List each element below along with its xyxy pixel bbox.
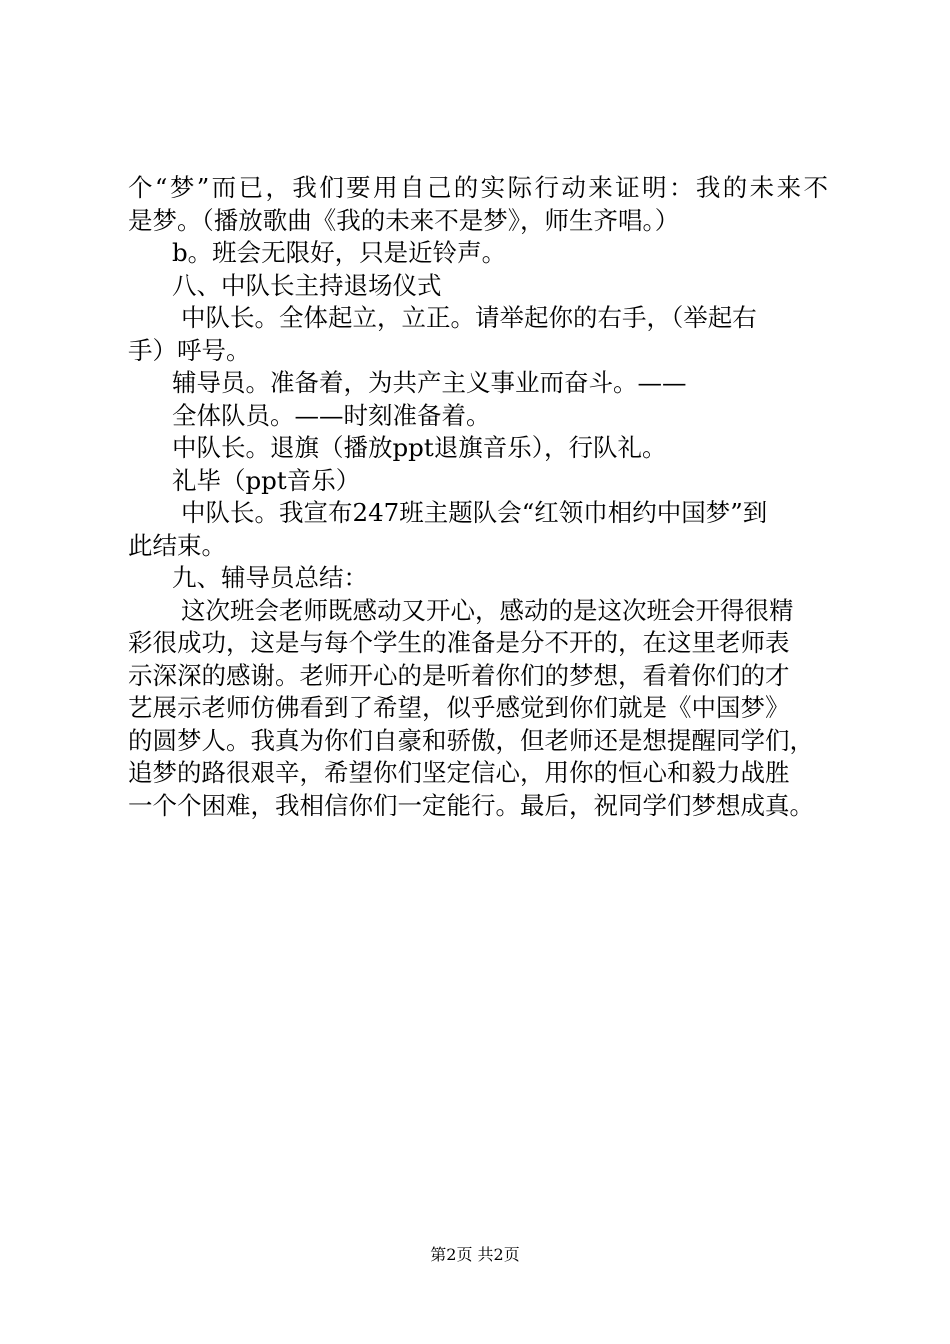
paragraph-line: 辅导员。准备着，为共产主义事业而奋斗。—— — [172, 368, 687, 397]
paragraph-line: 礼毕（ppt音乐） — [172, 465, 361, 495]
paragraph-line: 中队长。全体起立，立正。请举起你的右手，（举起右 — [181, 303, 757, 332]
paragraph-line: b。班会无限好，只是近铃声。 — [172, 238, 507, 267]
paragraph-line: 中队长。退旗（播放ppt退旗音乐），行队礼。 — [172, 433, 667, 462]
paragraph-line: 是梦。（播放歌曲《我的未来不是梦》，师生齐唱。） — [128, 205, 680, 235]
paragraph-line: 艺展示老师仿佛看到了希望，似乎感觉到你们就是《中国梦》 — [128, 693, 790, 722]
paragraph-line: 示深深的感谢。老师开心的是听着你们的梦想，看着你们的才 — [128, 660, 790, 690]
paragraph-line: 中队长。我宣布247班主题队会“红领巾相约中国梦”到 — [181, 498, 768, 527]
paragraph-line: 追梦的路很艰辛，希望你们坚定信心，用你的恒心和毅力战胜 — [128, 758, 790, 787]
paragraph-line: 此结束。 — [128, 530, 226, 560]
paragraph-line: 的圆梦人。我真为你们自豪和骄傲，但老师还是想提醒同学们， — [128, 725, 814, 755]
section-heading: 九、辅导员总结： — [172, 563, 368, 592]
paragraph-line: 这次班会老师既感动又开心，感动的是这次班会开得很精 — [181, 595, 794, 625]
document-body — [128, 172, 828, 822]
paragraph-line: 全体队员。——时刻准备着。 — [172, 400, 491, 430]
paragraph-line: 彩很成功，这是与每个学生的准备是分不开的，在这里老师表 — [128, 628, 790, 657]
section-heading: 八、中队长主持退场仪式 — [172, 270, 442, 300]
page-footer: 第2页 共2页 — [430, 1245, 520, 1264]
paragraph-line: 一个个困难，我相信你们一定能行。最后，祝同学们梦想成真。 — [128, 790, 814, 820]
paragraph-line: 手）呼号。 — [128, 335, 251, 365]
paragraph-line: 个“梦”而已，我们要用自己的实际行动来证明：我的未来不 — [128, 173, 828, 202]
